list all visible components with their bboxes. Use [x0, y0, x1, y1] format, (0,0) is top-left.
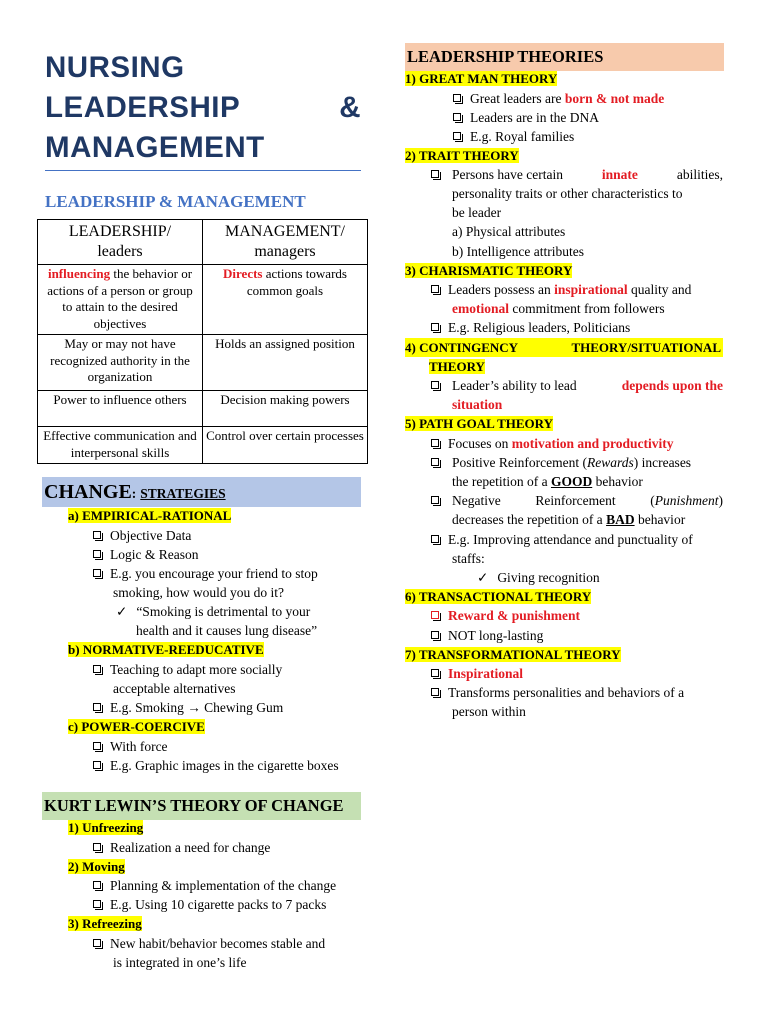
checkbox-bullet-icon	[93, 703, 101, 711]
list-item	[431, 453, 448, 472]
list-item-continued: smoking, how would you do it?	[113, 585, 284, 600]
checkbox-bullet-icon	[431, 285, 439, 293]
leadership-management-heading: LEADERSHIP & MANAGEMENT	[45, 192, 306, 211]
theory-7-heading: 7) TRANSFORMATIONAL THEORY	[405, 647, 621, 662]
theory-3-heading: 3) CHARISMATIC THEORY	[405, 263, 573, 278]
list-item-continued: the repetition of a GOOD behavior	[452, 474, 643, 489]
theory-5-heading: 5) PATH GOAL THEORY	[405, 416, 553, 431]
sub-item: a) Physical attributes	[452, 224, 566, 239]
list-item-continued: situation	[452, 397, 503, 412]
title-line-1: NURSING	[45, 51, 185, 84]
strategy-c-heading: c) POWER-COERCIVE	[68, 719, 205, 734]
checkmark-icon: ✓	[477, 570, 489, 585]
checkbox-bullet-icon	[431, 323, 439, 331]
list-item: E.g. Religious leaders, Politicians	[431, 318, 630, 337]
list-item: New habit/behavior becomes stable and	[93, 934, 325, 953]
list-item: Transforms personalities and behaviors of a	[431, 683, 684, 702]
title-divider	[45, 170, 361, 171]
checkbox-bullet-icon	[431, 688, 439, 696]
list-item	[431, 165, 448, 184]
list-item: Logic & Reason	[93, 545, 198, 564]
kurt-lewin-heading: KURT LEWIN’S THEORY OF CHANGE	[42, 792, 361, 820]
list-item-text: Leader’s ability to lead depends upon the	[452, 378, 723, 393]
theory-4-heading-continued: THEORY	[429, 359, 485, 374]
list-item: E.g. you encourage your friend to stop	[93, 564, 318, 583]
list-item: E.g. Using 10 cigarette packs to 7 packs	[93, 895, 326, 914]
list-item: Reward & punishment	[431, 606, 580, 625]
checkbox-bullet-icon	[93, 550, 101, 558]
list-item-continued: is integrated in one’s life	[113, 955, 247, 970]
list-item-continued: emotional commitment from followers	[452, 301, 665, 316]
list-item-continued: personality traits or other characteristics to	[452, 186, 683, 201]
check-item-continued: health and it causes lung disease”	[136, 623, 318, 638]
list-item: Focuses on motivation and productivity	[431, 434, 674, 453]
stage-moving: 2) Moving	[68, 859, 125, 874]
checkbox-bullet-icon	[431, 170, 439, 178]
list-item: Planning & implementation of the change	[93, 876, 336, 895]
check-item: ✓ Giving recognition	[477, 570, 600, 585]
checkbox-bullet-icon	[431, 381, 439, 389]
title-line-3: MANAGEMENT	[45, 131, 265, 164]
list-item-text: Persons have certain innate abilities,	[452, 167, 723, 182]
checkbox-bullet-icon	[431, 458, 439, 466]
checkbox-bullet-icon	[431, 669, 439, 677]
list-item: Inspirational	[431, 664, 523, 683]
checkbox-bullet-icon	[93, 843, 101, 851]
checkbox-bullet-icon	[453, 132, 461, 140]
table-row: Power to influence others Decision making powers	[38, 391, 368, 427]
checkbox-bullet-icon	[93, 569, 101, 577]
checkbox-bullet-icon	[431, 611, 439, 619]
list-item-continued: be leader	[452, 205, 502, 220]
check-item: ✓ “Smoking is detrimental to your	[116, 604, 311, 619]
theory-6-heading: 6) TRANSACTIONAL THEORY	[405, 589, 592, 604]
theory-4-heading: 4) CONTINGENCY THEORY/SITUATIONAL	[405, 340, 721, 355]
checkmark-icon: ✓	[116, 604, 128, 619]
leadership-vs-management-table	[37, 219, 368, 464]
table-row: Effective communication and interpersonal skills Control over certain processes	[38, 427, 368, 464]
checkbox-bullet-icon	[93, 665, 101, 673]
checkbox-bullet-icon	[453, 113, 461, 121]
checkbox-bullet-icon	[93, 900, 101, 908]
stage-refreezing: 3) Refreezing	[68, 916, 142, 931]
sub-item: b) Intelligence attributes	[452, 244, 584, 259]
checkbox-bullet-icon	[431, 496, 439, 504]
strategy-a-heading: a) EMPIRICAL-RATIONAL	[68, 508, 232, 523]
checkbox-bullet-icon	[93, 881, 101, 889]
list-item	[431, 491, 448, 510]
list-item-continued: person within	[452, 704, 526, 719]
stage-unfreezing: 1) Unfreezing	[68, 820, 144, 835]
title-ampersand: &	[339, 91, 361, 124]
checkbox-bullet-icon	[93, 761, 101, 769]
list-item-continued: decreases the repetition of a BAD behavior	[452, 512, 686, 527]
list-item-continued: staffs:	[452, 551, 485, 566]
list-item-text: Negative Reinforcement (Punishment)	[452, 493, 723, 508]
list-item: E.g. Graphic images in the cigarette boxes	[93, 756, 339, 775]
list-item: E.g. Royal families	[453, 127, 574, 146]
table-header-management: MANAGEMENT/ managers	[203, 220, 368, 265]
page-title	[45, 48, 361, 168]
checkbox-bullet-icon	[93, 939, 101, 947]
list-item: Teaching to adapt more socially	[93, 660, 282, 679]
list-item: E.g. Improving attendance and punctuality of	[431, 530, 693, 549]
list-item: NOT long-lasting	[431, 626, 543, 645]
list-item: Leaders are in the DNA	[453, 108, 599, 127]
checkbox-bullet-icon	[431, 439, 439, 447]
list-item: Realization a need for change	[93, 838, 270, 857]
strategy-b-heading: b) NORMATIVE-REEDUCATIVE	[68, 642, 264, 657]
list-item: With force	[93, 737, 168, 756]
table-header-leadership: LEADERSHIP/ leaders	[38, 220, 203, 265]
list-item: Leaders possess an inspirational quality and	[431, 280, 691, 299]
list-item: E.g. Smoking → Chewing Gum	[93, 698, 283, 717]
title-line-2: LEADERSHIP	[45, 91, 241, 124]
list-item: Great leaders are born & not made	[453, 89, 664, 108]
list-item	[431, 376, 448, 395]
checkbox-bullet-icon	[93, 531, 101, 539]
table-row: influencing the behavior or actions of a person or group to attain to the desired objectives Directs actions towards common goals	[38, 265, 368, 335]
checkbox-bullet-icon	[453, 94, 461, 102]
checkbox-bullet-icon	[431, 535, 439, 543]
theory-2-heading: 2) TRAIT THEORY	[405, 148, 519, 163]
checkbox-bullet-icon	[93, 742, 101, 750]
change-strategies-heading: CHANGE: STRATEGIES	[42, 477, 361, 507]
list-item: Objective Data	[93, 526, 191, 545]
list-item-text: Positive Reinforcement (Rewards) increases	[452, 455, 692, 470]
checkbox-bullet-icon	[431, 631, 439, 639]
leadership-theories-heading: LEADERSHIP THEORIES	[405, 43, 724, 71]
table-row: May or may not have recognized authority in the organization Holds an assigned position	[38, 335, 368, 391]
theory-1-heading: 1) GREAT MAN THEORY	[405, 71, 558, 86]
list-item-continued: acceptable alternatives	[113, 681, 236, 696]
